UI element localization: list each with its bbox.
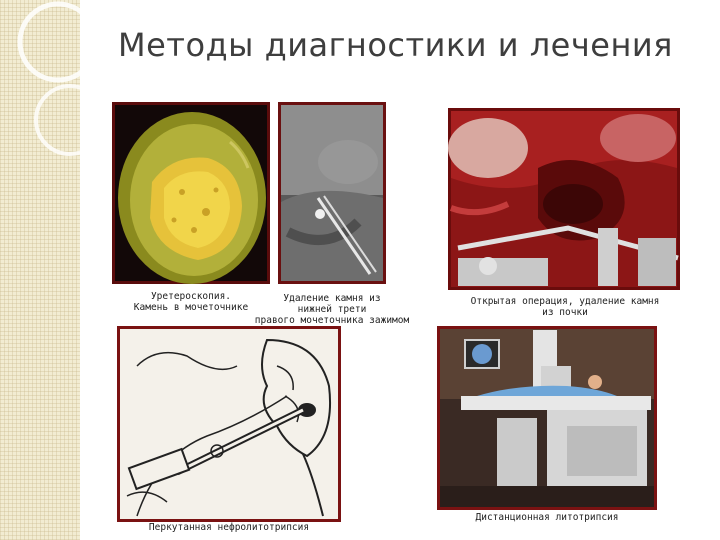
lithotripsy-image bbox=[437, 326, 657, 510]
ureteroscopy-caption-line2: Камень в мочеточнике bbox=[133, 302, 249, 313]
surgery-image bbox=[448, 108, 680, 290]
xray-caption-line1: Удаление камня из bbox=[283, 293, 381, 304]
lithotripsy-caption: Дистанционная литотрипсия bbox=[475, 512, 619, 523]
ureteroscopy-caption bbox=[112, 291, 270, 313]
xray-caption bbox=[252, 293, 412, 326]
decorative-sidebar bbox=[0, 0, 80, 540]
ureteroscopy-image bbox=[112, 102, 270, 284]
xray-caption-line3: правого мочеточника зажимом bbox=[254, 315, 410, 326]
surgery-caption bbox=[440, 296, 690, 318]
surgery-caption-line2: из почки bbox=[542, 307, 588, 318]
xray-image bbox=[278, 102, 386, 284]
xray-caption-line2: нижней трети bbox=[297, 304, 367, 315]
nephrolithotripsy-caption: Перкутанная нефролитотрипсия bbox=[148, 522, 310, 533]
nephrolithotripsy-illustration bbox=[117, 326, 341, 522]
surgery-caption-line1: Открытая операция, удаление камня bbox=[470, 296, 660, 307]
decorative-circles bbox=[0, 0, 80, 200]
slide-title: Методы диагностики и лечения bbox=[118, 26, 673, 64]
ureteroscopy-caption-line1: Уретероскопия. bbox=[150, 291, 232, 302]
